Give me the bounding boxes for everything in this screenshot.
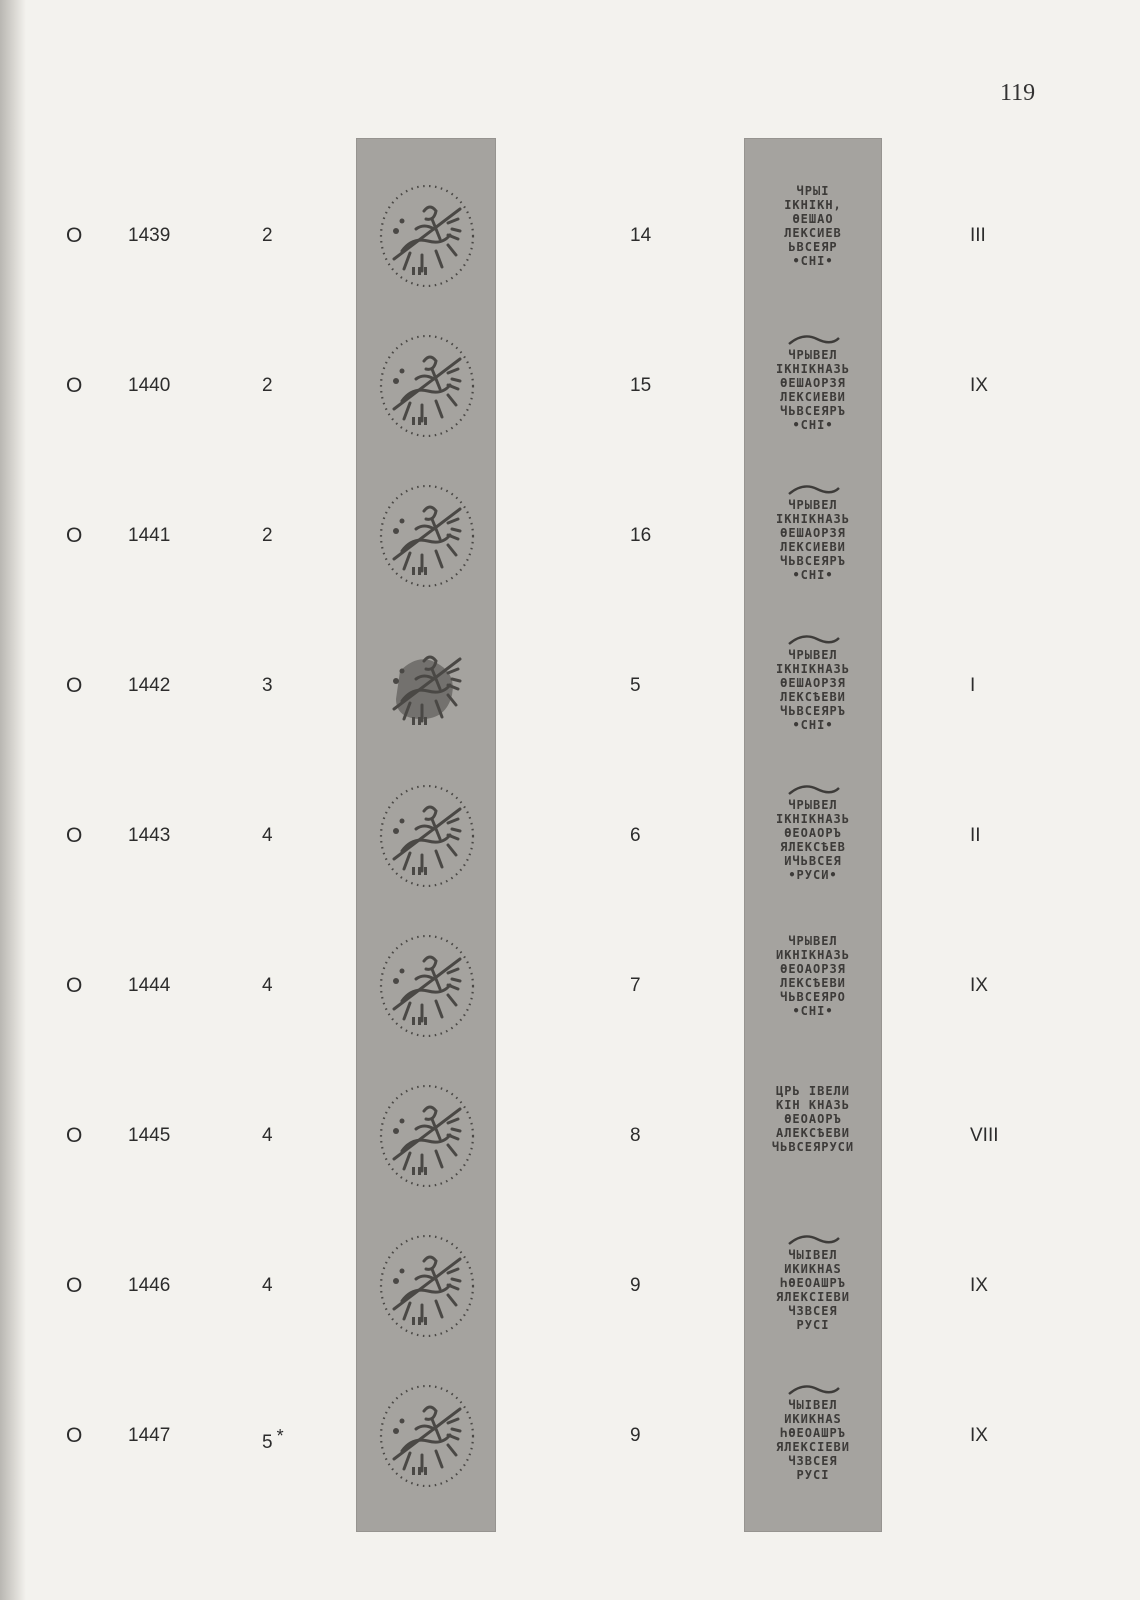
legend-line: •СНІ• [792, 718, 834, 732]
type-mark [66, 225, 96, 247]
reverse-legend [758, 484, 868, 582]
type-mark-text: O [66, 224, 83, 247]
rider-seal-icon [372, 331, 482, 446]
reverse-die [630, 1425, 670, 1447]
legend-line: •РУСИ• [788, 868, 838, 882]
class-numeral-text: IX [970, 975, 988, 996]
legend-line: ЧЬВСЕЯРЪ [780, 554, 846, 568]
reverse-die-text: 8 [630, 1125, 641, 1146]
reverse-legend [758, 934, 868, 1018]
class-numeral [970, 225, 1030, 247]
reverse-legend [758, 634, 868, 732]
reverse-legend [758, 1234, 868, 1332]
obverse-die-text: 3 [262, 675, 273, 696]
reverse-legend [758, 1084, 868, 1154]
legend-line: ЧЬВСЕЯРУСИ [771, 1140, 855, 1154]
catalog-number-text: 1446 [128, 1275, 171, 1296]
reverse-die-text: 16 [630, 525, 652, 546]
class-numeral [970, 675, 1030, 697]
legend-line: ЯЛЕКСѢЕВ [780, 840, 846, 854]
catalog-number-text: 1442 [128, 675, 171, 696]
reverse-die [630, 825, 670, 847]
type-mark-text: O [66, 974, 83, 997]
legend-line: ЯЛЕКСІЕВИ [775, 1290, 851, 1304]
catalog-number [128, 525, 198, 547]
type-mark [66, 675, 96, 697]
class-numeral-text: IX [970, 1275, 988, 1296]
catalog-number [128, 1125, 198, 1147]
legend-line: •СНІ• [792, 1004, 834, 1018]
legend-line: ЛЕКСИЕВ [784, 226, 842, 240]
legend-line: ЧРЫВЕЛ [788, 498, 838, 512]
catalog-number [128, 975, 198, 997]
catalog-number [128, 825, 198, 847]
type-mark [66, 375, 96, 397]
rider-seal-icon [372, 1231, 482, 1346]
type-mark-text: O [66, 524, 83, 547]
obverse-die [262, 225, 322, 247]
rider-seal-icon [372, 1381, 482, 1496]
obverse-die [262, 675, 322, 697]
class-numeral [970, 975, 1030, 997]
type-mark-text: O [66, 1424, 83, 1447]
obverse-die [262, 1275, 322, 1297]
catalog-number-text: 1441 [128, 525, 171, 546]
legend-line: ѲЕОАОРЪ [784, 1112, 842, 1126]
class-numeral-text: II [970, 825, 981, 846]
legend-line: ЧЬВСЕЯРО [780, 990, 846, 1004]
legend-line: ЧЗВСЕЯ [788, 1454, 838, 1468]
catalog-number [128, 1425, 198, 1447]
legend-line: ІКНІКНАЗЬ [775, 362, 851, 376]
reverse-die [630, 975, 670, 997]
rider-seal-icon [372, 481, 482, 596]
obverse-die-text: 2 [262, 375, 273, 396]
reverse-die-text: 5 [630, 675, 641, 696]
reverse-die-text: 7 [630, 975, 641, 996]
legend-line: ЧЗВСЕЯ [788, 1304, 838, 1318]
titlo-icon [783, 634, 843, 646]
reverse-die [630, 525, 670, 547]
obverse-die [262, 525, 322, 547]
legend-line: ЧРЫВЕЛ [788, 348, 838, 362]
type-mark-text: O [66, 1124, 83, 1147]
rider-seal-icon [372, 631, 482, 746]
titlo-icon [783, 1234, 843, 1246]
legend-line: ЧЫІВЕЛ [788, 1248, 838, 1262]
rider-seal-icon [372, 781, 482, 896]
legend-line: ИЧЬВСЕЯ [784, 854, 842, 868]
obverse-die-text: 2 [262, 225, 273, 246]
reverse-die [630, 675, 670, 697]
legend-line: ѲЕШАОРЗЯ [780, 376, 846, 390]
titlo-icon [783, 334, 843, 346]
reverse-die-text: 15 [630, 375, 652, 396]
obverse-die [262, 375, 322, 397]
legend-line: ЧРЫВЕЛ [788, 648, 838, 662]
type-mark [66, 975, 96, 997]
reverse-die [630, 1125, 670, 1147]
type-mark [66, 1125, 96, 1147]
reverse-legend [758, 1384, 868, 1482]
catalog-number [128, 225, 198, 247]
legend-line: ІКНІКНАЗЬ [775, 512, 851, 526]
class-numeral [970, 375, 1030, 397]
catalog-number [128, 1275, 198, 1297]
class-numeral-text: VIII [970, 1125, 999, 1146]
legend-line: КІН КНАЗЬ [775, 1098, 851, 1112]
catalog-number [128, 675, 198, 697]
footnote-star: * [276, 1426, 284, 1446]
catalog-number-text: 1443 [128, 825, 171, 846]
legend-line: ИКИКНАЅ [784, 1412, 842, 1426]
obverse-die-text: 4 [262, 1125, 273, 1146]
legend-line: ѲЕШАОРЗЯ [780, 526, 846, 540]
obverse-die-text: 4 [262, 975, 273, 996]
obverse-die [262, 1425, 322, 1454]
rider-seal-icon [372, 181, 482, 296]
legend-line: ЧРЫІ [796, 184, 830, 198]
legend-line: ІКНІКН, [784, 198, 842, 212]
reverse-die-text: 6 [630, 825, 641, 846]
reverse-die-text: 14 [630, 225, 652, 246]
legend-line: ЬВСЕЯР [788, 240, 838, 254]
class-numeral-text: I [970, 675, 976, 696]
legend-line: ЧЬВСЕЯРЪ [780, 404, 846, 418]
legend-line: ЧРЫВЕЛ [788, 798, 838, 812]
class-numeral-text: III [970, 225, 986, 246]
obverse-die [262, 1125, 322, 1147]
rider-seal-icon [372, 1081, 482, 1196]
page-edge-shadow [0, 0, 26, 1600]
catalog-number-text: 1440 [128, 375, 171, 396]
reverse-die-text: 9 [630, 1275, 641, 1296]
catalog-number-text: 1439 [128, 225, 171, 246]
legend-line: ѲЕОАОРЪ [784, 826, 842, 840]
type-mark [66, 525, 96, 547]
titlo-icon [783, 784, 843, 796]
type-mark [66, 1425, 96, 1447]
obverse-die [262, 975, 322, 997]
reverse-legend [758, 184, 868, 268]
reverse-die [630, 1275, 670, 1297]
legend-line: ІКНІКНАЗЬ [775, 662, 851, 676]
rider-seal-icon [372, 931, 482, 1046]
legend-line: ҺѲЕОАШРЪ [780, 1276, 846, 1290]
legend-line: ЧРЫВЕЛ [788, 934, 838, 948]
reverse-die [630, 225, 670, 247]
class-numeral [970, 1275, 1030, 1297]
legend-line: ЯЛЕКСІЕВИ [775, 1440, 851, 1454]
obverse-die-text: 2 [262, 525, 273, 546]
titlo-icon [783, 1384, 843, 1396]
legend-line: ИКНІКНАЗЬ [775, 948, 851, 962]
type-mark-text: O [66, 824, 83, 847]
legend-line: ЧЬВСЕЯРЪ [780, 704, 846, 718]
reverse-die [630, 375, 670, 397]
type-mark-text: O [66, 374, 83, 397]
legend-line: АЛЕКСѢЕВИ [775, 1126, 851, 1140]
type-mark-text: O [66, 1274, 83, 1297]
page-number: 119 [1000, 80, 1036, 106]
type-mark-text: O [66, 674, 83, 697]
legend-line: ЛЕКСИЕВИ [780, 390, 846, 404]
type-mark [66, 825, 96, 847]
legend-line: ҺѲЕОАШРЪ [780, 1426, 846, 1440]
legend-line: ІКНІКНАЗЬ [775, 812, 851, 826]
legend-line: ѲЕШАОРЗЯ [780, 676, 846, 690]
class-numeral-text: IX [970, 375, 988, 396]
obverse-die-text: 4 [262, 1275, 273, 1296]
titlo-icon [783, 484, 843, 496]
legend-line: ѲЕОАОРЗЯ [780, 962, 846, 976]
type-mark [66, 1275, 96, 1297]
obverse-die [262, 825, 322, 847]
obverse-die-text: 5 [262, 1432, 273, 1453]
legend-line: РУСІ [796, 1318, 830, 1332]
legend-line: РУСІ [796, 1468, 830, 1482]
legend-line: ЦРЬ ІВЕЛИ [775, 1084, 851, 1098]
reverse-die-text: 9 [630, 1425, 641, 1446]
legend-line: ЛЕКСИЕВИ [780, 540, 846, 554]
legend-line: ЛЕКСѢЕВИ [780, 976, 846, 990]
legend-line: •СНІ• [792, 418, 834, 432]
legend-line: •СНІ• [792, 254, 834, 268]
legend-line: ѲЕШАО [792, 212, 834, 226]
legend-line: ЧЫІВЕЛ [788, 1398, 838, 1412]
reverse-legend [758, 784, 868, 882]
catalog-number-text: 1445 [128, 1125, 171, 1146]
class-numeral [970, 825, 1030, 847]
catalog-number-text: 1444 [128, 975, 171, 996]
reverse-legend [758, 334, 868, 432]
class-numeral [970, 1425, 1030, 1447]
class-numeral [970, 1125, 1030, 1147]
catalog-number-text: 1447 [128, 1425, 171, 1446]
catalog-number [128, 375, 198, 397]
legend-line: •СНІ• [792, 568, 834, 582]
obverse-die-text: 4 [262, 825, 273, 846]
legend-line: ЛЕКСѢЕВИ [780, 690, 846, 704]
legend-line: ИКИКНАЅ [784, 1262, 842, 1276]
class-numeral-text: IX [970, 1425, 988, 1446]
